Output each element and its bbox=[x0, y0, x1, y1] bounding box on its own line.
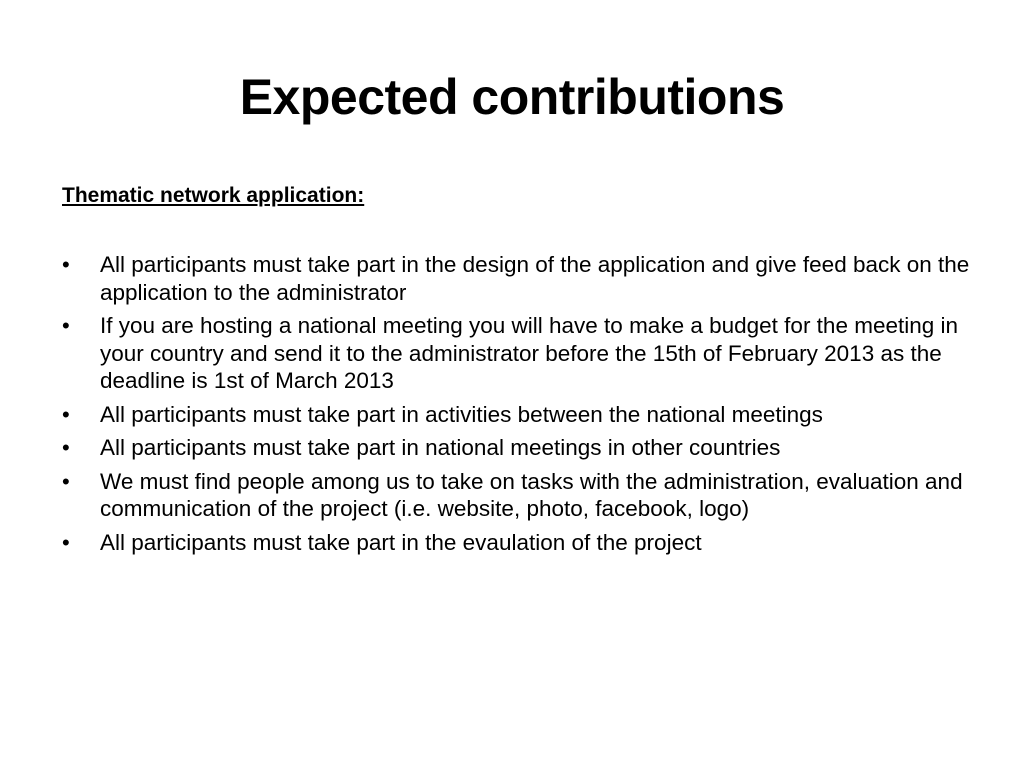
slide-title: Expected contributions bbox=[239, 69, 785, 125]
bullet-list bbox=[62, 251, 982, 562]
bullet-item bbox=[62, 251, 982, 306]
bullet-icon: • bbox=[62, 252, 70, 277]
bullet-text: All participants must take part in national meetings in other countries bbox=[100, 435, 781, 460]
bullet-item bbox=[62, 468, 982, 523]
bullet-icon: • bbox=[62, 401, 70, 427]
bullet-icon: • bbox=[62, 529, 70, 555]
bullet-icon: • bbox=[62, 468, 70, 494]
bullet-text: We must find people among us to take on tasks with the administration, evaluation and communication of the project (i.e. website, photo, facebook, logo) bbox=[100, 468, 963, 521]
section-subheading: Thematic network application: bbox=[62, 184, 365, 207]
bullet-text: All participants must take part in activities between the national meetings bbox=[100, 401, 823, 427]
bullet-text: All participants must take part in the evaulation of the project bbox=[100, 529, 702, 555]
bullet-icon: • bbox=[62, 313, 70, 338]
bullet-item bbox=[62, 312, 982, 395]
bullet-item bbox=[62, 401, 982, 429]
bullet-item bbox=[62, 434, 982, 462]
bullet-text: All participants must take part in the design of the application and give feed back on the application to the administrator bbox=[100, 252, 970, 305]
bullet-icon: • bbox=[62, 435, 70, 460]
bullet-text: If you are hosting a national meeting you will have to make a budget for the meeting in your country and send it to the administrator before the 15th of February 2013 as the deadline is 1st of March 2013 bbox=[100, 313, 959, 393]
bullet-item bbox=[62, 529, 982, 557]
